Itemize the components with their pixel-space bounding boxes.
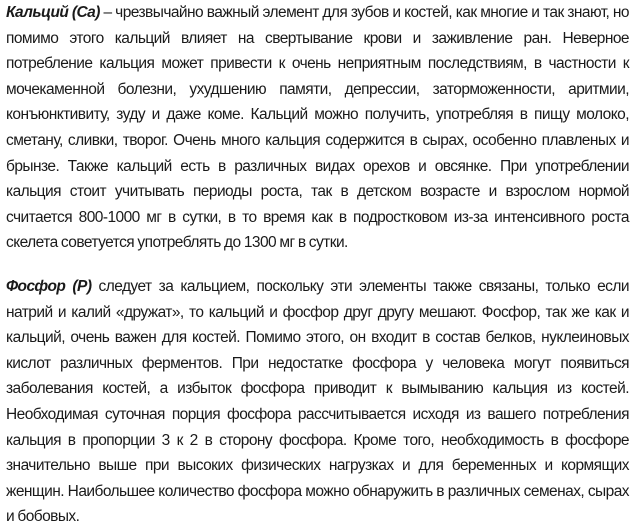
paragraph-calcium xyxy=(6,0,629,256)
term-phosphorus: Фосфор xyxy=(6,277,66,295)
symbol-phosphorus: (Р) xyxy=(65,277,92,295)
term-calcium: Кальций xyxy=(6,4,69,21)
paragraph-phosphorus-text: следует за кальцием, поскольку эти элементы также связаны, только если натрий и калий «дружат», то кальций и фосфор друг другу мешают. Фосфор, так же как и кальций, очень важен для костей. Помимо этого, он входит в состав белков, нуклеиновых кислот различных ферментов. При недостатке фосфора у человека могут появиться заболевания костей, а избыток фосфора приводит к вымыванию кальция из костей. Необходимая суточная порция фосфора рассчитывается исходя из вашего потребления кальция в пропорции 3 к 2 в сторону фосфора. Кроме того, необходимость в фосфоре значительно выше при высоких физических нагрузках и для беременных и кормящих женщин. Наибольшее количество фосфора можно обнаружить в различных семенах, сырах и бобовых. xyxy=(6,277,629,526)
paragraph-calcium-text: – чрезвычайно важный элемент для зубов и костей, как многие и так знают, но помимо этого кальций влияет на свертывание крови и заживление ран. Неверное потребление кальция может привести к очень неприятным последствиям, в частности к мочекаменной болезни, ухудшению памяти, депрессии, заторможенности, аритмии, конъюнктивиту, зуду и даже коме. Кальций можно получить, употребляя в пищу молоко, сметану, сливки, творог. Очень много кальция содержится в сырах, особенно плавленых и брынзе. Также кальций есть в различных видах орехов и овсянке. При употреблении кальция стоит учитывать периоды роста, так в детском возрасте и взрослом нормой считается 800-1000 мг в сутки, в то время как в подростковом из-за интенсивного роста скелета советуется употреблять до 1300 мг в сутки. xyxy=(6,4,629,252)
symbol-calcium: (Ca) xyxy=(68,4,100,21)
document-page xyxy=(6,0,629,530)
paragraph-phosphorus xyxy=(6,274,629,530)
